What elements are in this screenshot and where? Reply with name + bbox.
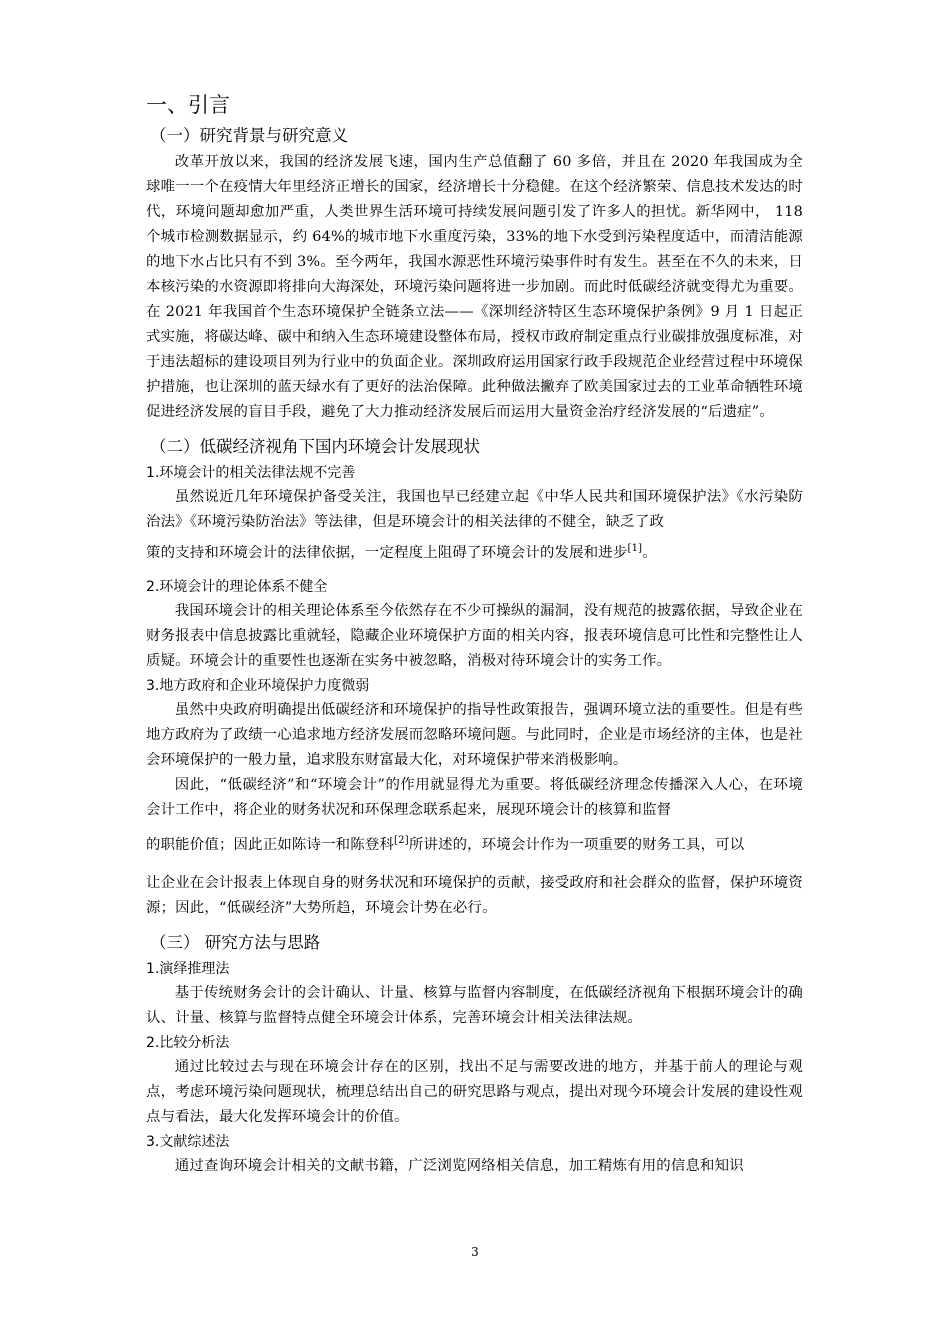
paragraph-literature: 通过查询环境会计相关的文献书籍，广泛浏览网络相关信息，加工精炼有用的信息和知识 xyxy=(174,1158,744,1174)
paragraph-laws-text-a: 虽然说近几年环境保护备受关注，我国也早已经建立起《中华人民共和国环境保护法》《水污染防治法》《环境污染防治法》等法律，但是环境会计的相关法律的不健全，缺乏了政 xyxy=(146,489,803,530)
section-heading-methods: （三） 研究方法与思路 xyxy=(150,933,321,952)
paragraph-government: 虽然中央政府明确提出低碳经济和环境保护的指导性政策报告，强调环境立法的重要性。但是有些地方政府为了政绩一心追求地方经济发展而忽略环境问题。与此同时，企业是市场经济的主体，也是社会环境保护的一般力量，追求股东财富最大化，对环境保护带来消极影响。 xyxy=(146,702,803,768)
paragraph-low-carbon-cont xyxy=(146,823,803,867)
subheading-comparison: 2.比较分析法 xyxy=(146,1035,230,1051)
subheading-theory: 2.环境会计的理论体系不健全 xyxy=(146,579,328,595)
paragraph-background: 改革开放以来，我国的经济发展飞速，国内生产总值翻了 60 多倍，并且在 2020 年我国成为全球唯一一个在疫情大年里经济正增长的国家，经济增长十分稳健。在这个经济繁荣、信息技术发达的时代，环境问题却愈加严重，人类世界生活环境可持续发展问题引发了许多人的担忧。新华网中， 118 个城市检测数据显示，约 64%的城市地下水重度污染，33%的地下水受到污染程度适中，而清洁能源的地下水占比只有不到 3%。至今两年，我国水源恶性环境污染事件时有发生。甚至在不久的未来，日本核污染的水资源即将排向大海深处，环境污染问题将进一步加剧。而此时低碳经济就变得尤为重要。在 2021 年我国首个生态环境保护全链条立法——《深圳经济特区生态环境保护条例》9 月 1 日起正式实施，将碳达峰、碳中和纳入生态环境建设整体布局，授权市政府制定重点行业碳排放强度标准，对于违法超标的建设项目列为行业中的负面企业。深圳政府运用国家行政手段规范企业经营过程中环境保护措施，也让深圳的蓝天绿水有了更好的法治保障。此种做法撇弃了欧美国家过去的工业革命牺牲环境促进经济发展的盲目手段，避免了大力推动经济发展后而运用大量资金治疗经济发展的“后遗症”。 xyxy=(146,154,803,420)
paragraph-laws-end: 。 xyxy=(642,545,657,561)
page-body xyxy=(146,88,803,1179)
citation-2: [2] xyxy=(394,835,409,846)
paragraph-laws xyxy=(146,485,803,535)
paragraph-low-carbon-text-b: 的职能价值；因此正如陈诗一和陈登科 xyxy=(146,837,395,853)
paragraph-low-carbon-text-c: 所讲述的，环境会计作为一项重要的财务工具，可以 xyxy=(408,837,745,853)
paragraph-low-carbon: 因此，“低碳经济”和“环境会计”的作用就显得尤为重要。将低碳经济理念传播深入人心，在环境会计工作中，将企业的财务状况和环保理念联系起来，展现环境会计的核算和监督 xyxy=(146,777,803,818)
paragraph-theory: 我国环境会计的相关理论体系至今依然存在不少可操纵的漏洞，没有规范的披露依据，导致企业在财务报表中信息披露比重就轻，隐藏企业环境保护方面的相关内容，报表环境信息可比性和完整性让人质疑。环境会计的重要性也逐渐在实务中被忽略，消极对待环境会计的实务工作。 xyxy=(146,603,803,669)
chapter-heading: 一、引言 xyxy=(146,93,230,117)
subheading-deduction: 1.演绎推理法 xyxy=(146,961,230,977)
subheading-government: 3.地方政府和企业环境保护力度微弱 xyxy=(146,678,370,694)
paragraph-deduction: 基于传统财务会计的会计确认、计量、核算与监督内容制度，在低碳经济视角下根据环境会计的确认、计量、核算与监督特点健全环境会计体系，完善环境会计相关法律法规。 xyxy=(146,985,803,1026)
paragraph-comparison: 通过比较过去与现在环境会计存在的区别，找出不足与需要改进的地方，并基于前人的理论与观点，考虑环境污染问题现状，梳理总结出自己的研究思路与观点，提出对现今环境会计发展的建设性观点与看法，最大化发挥环境会计的价值。 xyxy=(146,1059,803,1125)
citation-1: [1] xyxy=(627,543,643,554)
paragraph-laws-cont xyxy=(146,535,803,571)
section-heading-status: （二）低碳经济视角下国内环境会计发展现状 xyxy=(150,437,480,456)
paragraph-laws-text-b: 策的支持和环境会计的法律依据，一定程度上阻碍了环境会计的发展和进步 xyxy=(146,545,628,561)
paragraph-low-carbon-end: 让企业在会计报表上体现自身的财务状况和环境保护的贡献，接受政府和社会群众的监督，保护环境资源；因此，“低碳经济”大势所趋，环境会计势在必行。 xyxy=(146,875,803,916)
section-heading-background: （一）研究背景与研究意义 xyxy=(150,126,348,145)
subheading-literature: 3.文献综述法 xyxy=(146,1134,230,1150)
subheading-laws: 1.环境会计的相关法律法规不完善 xyxy=(146,465,356,481)
page-number: 3 xyxy=(471,1245,479,1259)
